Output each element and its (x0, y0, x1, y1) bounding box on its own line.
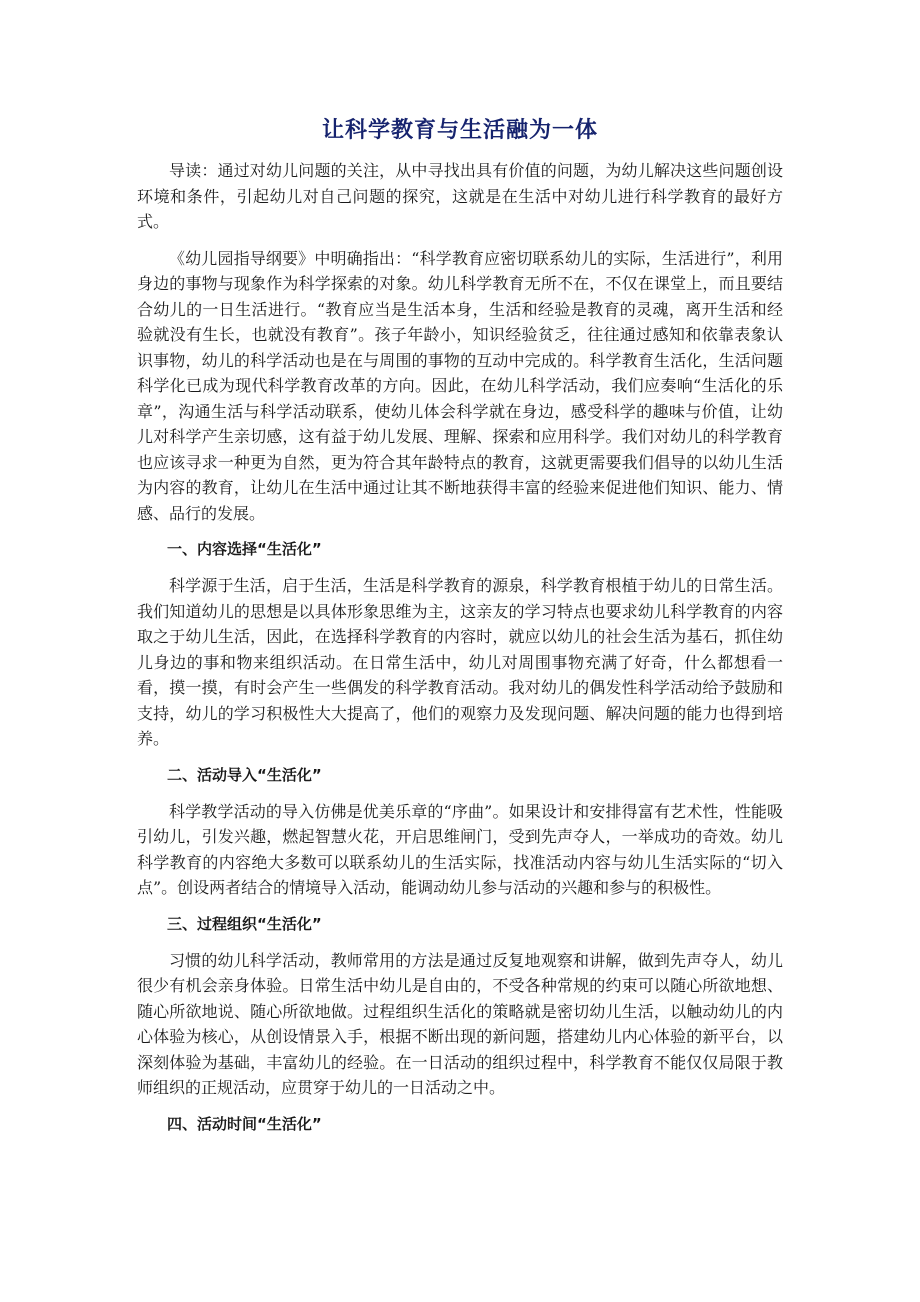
section-heading-1: 一、内容选择“生活化” (167, 540, 322, 558)
section-heading-4: 四、活动时间“生活化” (167, 1114, 322, 1133)
document-page (137, 112, 783, 1148)
section-heading-2: 二、活动导入“生活化” (167, 765, 322, 784)
document-title: 让科学教育与生活融为一体 (321, 118, 598, 143)
section-paragraph-2: 科学教学活动的导入仿佛是优美乐章的“序曲”。如果设计和安排得富有艺术性，性能吸引幼儿，引发兴趣，燃起智慧火花，开启思维闸门，受到先声夺人，一举成功的奇效。幼儿科学教育的内容绝大多数可以联系幼儿的生活实际，找准活动内容与幼儿生活实际的“切入点”。创设两者结合的情境导入活动，能调动幼儿参与活动的兴趣和参与的积极性。 (137, 801, 783, 897)
intro-paragraph: 导读：通过对幼儿问题的关注，从中寻找出具有价值的问题，为幼儿解决这些问题创设环境和条件，引起幼儿对自己问题的探究，这就是在生活中对幼儿进行科学教育的最好方式。 (137, 161, 783, 231)
section-paragraph-1: 科学源于生活，启于生活，生活是科学教育的源泉，科学教育根植于幼儿的日常生活。我们知道幼儿的思想是以具体形象思维为主，这亲友的学习特点也要求幼儿科学教育的内容取之于幼儿生活，因此，在选择科学教育的内容时，就应以幼儿的社会生活为基石，抓住幼儿身边的事和物来组织活动。在日常生活中，幼儿对周围事物充满了好奇，什么都想看一看，摸一摸，有时会产生一些偶发的科学教育活动。我对幼儿的偶发性科学活动给予鼓励和支持，幼儿的学习积极性大大提高了，他们的观察力及发现问题、解决问题的能力也得到培养。 (137, 576, 783, 748)
body-paragraph-1: 《幼儿园指导纲要》中明确指出：“科学教育应密切联系幼儿的实际，生活进行”，利用身边的事物与现象作为科学探索的对象。幼儿科学教育无所不在，不仅在课堂上，而且要结合幼儿的一日生活进行。“教育应当是生活本身，生活和经验是教育的灵魂，离开生活和经验就没有生长，也就没有教育”。孩子年龄小，知识经验贫乏，往往通过感知和依靠表象认识事物，幼儿的科学活动也是在与周围的事物的互动中完成的。科学教育生活化，生活问题科学化已成为现代科学教育改革的方向。因此，在幼儿科学活动，我们应奏响“生活化的乐章”，沟通生活与科学活动联系，使幼儿体会科学就在身边，感受科学的趣味与价值，让幼儿对科学产生亲切感，这有益于幼儿发展、理解、探索和应用科学。我们对幼儿的科学教育也应该寻求一种更为自然，更为符合其年龄特点的教育，这就更需要我们倡导的以幼儿生活为内容的教育，让幼儿在生活中通过让其不断地获得丰富的经验来促进他们知识、能力、情感、品行的发展。 (137, 248, 783, 523)
section-heading-3: 三、过程组织“生活化” (167, 914, 322, 933)
section-paragraph-3: 习惯的幼儿科学活动，教师常用的方法是通过反复地观察和讲解，做到先声夺人，幼儿很少有机会亲身体验。日常生活中幼儿是自由的，不受各种常规的约束可以随心所欲地想、随心所欲地说、随心所欲地做。过程组织生活化的策略就是密切幼儿生活，以触动幼儿的内心体验为核心，从创设情景入手，根据不断出现的新问题，搭建幼儿内心体验的新平台，以深刻体验为基础，丰富幼儿的经验。在一日活动的组织过程中，科学教育不能仅仅局限于教师组织的正规活动，应贯穿于幼儿的一日活动之中。 (137, 950, 783, 1097)
